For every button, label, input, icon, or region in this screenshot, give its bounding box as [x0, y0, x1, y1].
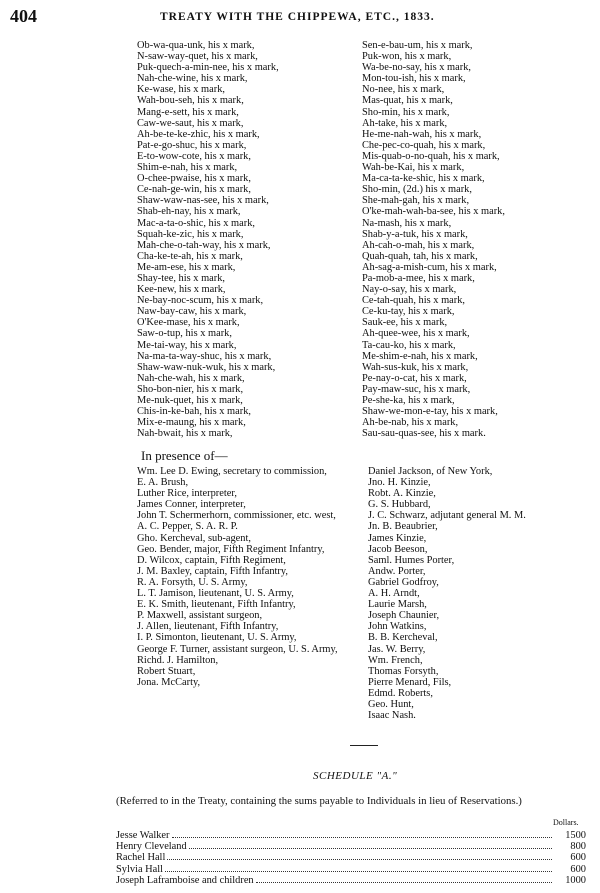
signatory-entry: Ah-cah-o-mah, his x mark, — [362, 239, 475, 251]
signatory-entry: Wah-bou-seh, his x mark, — [137, 95, 244, 107]
signatory-entry: Saw-o-tup, his x mark, — [137, 328, 232, 340]
witness-entry: Saml. Humes Porter, — [368, 554, 455, 566]
signatory-entry: Shaw-waw-nas-see, his x mark, — [137, 195, 269, 207]
signatory-entry: Nay-o-say, his x mark, — [362, 284, 457, 296]
witness-entry: Gabriel Godfroy, — [368, 576, 439, 588]
witness-entry: J. C. Schwarz, adjutant general M. M. — [368, 510, 526, 522]
signatory-entry: Mang-e-sett, his x mark, — [137, 106, 239, 118]
witness-entry: Richd. J. Hamilton, — [137, 654, 219, 666]
witness-entry: John Watkins, — [368, 621, 427, 633]
witness-entry: Robert Stuart, — [137, 665, 196, 677]
signatory-entry: Che-pec-co-quah, his x mark, — [362, 139, 486, 151]
signatory-entry: O-chee-pwaise, his x mark, — [137, 173, 251, 185]
signatory-entry: Puk-won, his x mark, — [362, 51, 452, 63]
signatory-entry: Pay-maw-suc, his x mark, — [362, 383, 471, 395]
signatory-entry: Sen-e-bau-um, his x mark, — [362, 40, 473, 51]
signatory-entry: O'Kee-mase, his x mark, — [137, 317, 240, 329]
witness-list-right — [368, 466, 526, 721]
signatory-entry: Mis-quab-o-no-quah, his x mark, — [362, 150, 500, 162]
dot-leader — [172, 830, 552, 838]
signatory-entry: He-me-nah-wah, his x mark, — [362, 128, 482, 140]
signatory-entry: Me-nuk-quet, his x mark, — [137, 395, 243, 406]
witness-entry: Wm. French, — [368, 654, 423, 666]
signatory-entry: Nah-che-wine, his x mark, — [137, 73, 248, 85]
signatory-entry: Shim-e-nah, his x mark, — [137, 162, 238, 174]
witness-list-left — [137, 466, 361, 688]
signatory-entry: Ne-bay-noc-scum, his x mark, — [137, 295, 264, 307]
signatory-entry: Sho-min, his x mark, — [362, 106, 450, 118]
schedule-row — [116, 852, 586, 863]
witness-entry: B. B. Kercheval, — [368, 632, 438, 644]
signatory-entry: Chis-in-ke-bah, his x mark, — [137, 406, 251, 418]
dot-leader — [256, 875, 552, 883]
witness-entry: Jn. B. Beaubrier, — [368, 521, 438, 533]
signatory-entry: Pe-nay-o-cat, his x mark, — [362, 372, 467, 384]
signatory-entry: Squah-ke-zic, his x mark, — [137, 228, 244, 240]
dot-leader — [165, 864, 552, 872]
witness-entry: James Conner, interpreter, — [137, 499, 246, 511]
signatory-entry: Ta-cau-ko, his x mark, — [362, 339, 456, 351]
signatory-entry: Cha-ke-te-ah, his x mark, — [137, 250, 243, 262]
signatory-entry: Sho-bon-nier, his x mark, — [137, 383, 244, 395]
signatory-entry: O'ke-mah-wah-ba-see, his x mark, — [362, 206, 505, 218]
signatory-list-right — [362, 40, 505, 439]
payee-name: Henry Cleveland — [116, 841, 187, 853]
payee-name: Sylvia Hall — [116, 863, 164, 875]
signatory-entry: Mah-che-o-tah-way, his x mark, — [137, 239, 271, 251]
witness-entry: Wm. Lee D. Ewing, secretary to commission, — [137, 466, 327, 477]
signatory-list-left — [137, 40, 279, 439]
signatory-entry: Ce-nah-ge-win, his x mark, — [137, 184, 251, 196]
payee-name: Rachel Hall — [116, 852, 166, 864]
signatory-entry: Ah-quee-wee, his x mark, — [362, 328, 470, 340]
running-title: TREATY WITH THE CHIPPEWA, ETC., 1833. — [160, 11, 435, 23]
witness-entry: I. P. Simonton, lieutenant, U. S. Army, — [137, 632, 297, 644]
dot-leader — [189, 841, 552, 849]
signatory-entry: Me-am-ese, his x mark, — [137, 261, 236, 273]
signatory-entry: Shay-tee, his x mark, — [137, 272, 226, 284]
witness-entry: Gho. Kercheval, sub-agent, — [137, 532, 251, 544]
dollars-column-header: Dollars. — [553, 818, 579, 827]
schedule-intro: (Referred to in the Treaty, containing the sums payable to Individuals in lieu of Reservations.) — [116, 795, 522, 807]
witness-entry: Robt. A. Kinzie, — [368, 488, 436, 500]
witness-entry: E. A. Brush, — [137, 477, 189, 489]
witness-entry: E. K. Smith, lieutenant, Fifth Infantry, — [137, 599, 296, 611]
payee-name: Joseph Laframboise and children — [116, 874, 254, 886]
witness-entry: Geo. Hunt, — [368, 698, 414, 710]
signatory-entry: Na-mash, his x mark, — [362, 217, 452, 229]
signatory-entry: Ke-wase, his x mark, — [137, 84, 226, 96]
signatory-entry: Mix-e-maung, his x mark, — [137, 417, 246, 429]
schedule-row — [116, 864, 586, 875]
witness-entry: Jacob Beeson, — [368, 543, 428, 555]
page-number: 404 — [10, 6, 37, 26]
witness-entry: J. M. Baxley, captain, Fifth Infantry, — [137, 565, 289, 577]
signatory-entry: Nah-bwait, his x mark, — [137, 428, 233, 440]
signatory-entry: Shaw-we-mon-e-tay, his x mark, — [362, 406, 498, 418]
witness-entry: Jno. H. Kinzie, — [368, 477, 431, 489]
signatory-entry: Ob-wa-qua-unk, his x mark, — [137, 40, 255, 51]
signatory-entry: Me-shim-e-nah, his x mark, — [362, 350, 478, 362]
witness-entry: Isaac Nash. — [368, 710, 416, 722]
schedule-row — [116, 841, 586, 852]
schedule-row — [116, 830, 586, 841]
signatory-entry: Pa-mob-a-mee, his x mark, — [362, 272, 475, 284]
witness-entry: R. A. Forsyth, U. S. Army, — [137, 576, 248, 588]
payment-amount: 800 — [570, 841, 586, 853]
witness-entry: Laurie Marsh, — [368, 599, 427, 611]
witness-entry: James Kinzie, — [368, 532, 427, 544]
signatory-entry: Kee-new, his x mark, — [137, 284, 226, 296]
witness-entry: John T. Schermerhorn, commissioner, etc. west, — [137, 510, 336, 522]
section-divider — [350, 745, 378, 746]
signatory-entry: Caw-we-saut, his x mark, — [137, 117, 244, 129]
witness-entry: J. Allen, lieutenant, Fifth Infantry, — [137, 621, 279, 633]
schedule-title: SCHEDULE "A." — [313, 770, 398, 782]
signatory-entry: Wah-sus-kuk, his x mark, — [362, 361, 469, 373]
witness-entry: Edmd. Roberts, — [368, 687, 433, 699]
signatory-entry: E-to-wow-cote, his x mark, — [137, 150, 251, 162]
payment-amount: 600 — [570, 863, 586, 875]
dot-leader — [167, 852, 552, 860]
signatory-entry: Sho-min, (2d.) his x mark, — [362, 184, 472, 196]
signatory-entry: Quah-quah, tah, his x mark, — [362, 250, 478, 262]
presence-heading: In presence of— — [141, 448, 228, 463]
signatory-entry: Ah-take, his x mark, — [362, 117, 448, 129]
witness-entry: Pierre Menard, Fils, — [368, 676, 452, 688]
payment-amount: 600 — [570, 852, 586, 864]
signatory-entry: Pe-she-ka, his x mark, — [362, 395, 455, 406]
witness-entry: Andw. Porter, — [368, 565, 426, 577]
witness-entry: Joseph Chaunier, — [368, 610, 440, 622]
signatory-entry: Ce-tah-quah, his x mark, — [362, 295, 466, 307]
signatory-entry: Wa-be-no-say, his x mark, — [362, 62, 471, 74]
signatory-entry: Ma-ca-ta-ke-shic, his x mark, — [362, 173, 485, 185]
signatory-entry: Shab-eh-nay, his x mark, — [137, 206, 241, 218]
signatory-entry: Shab-y-a-tuk, his x mark, — [362, 228, 468, 240]
signatory-entry: Pat-e-go-shuc, his x mark, — [137, 139, 247, 151]
signatory-entry: Wah-be-Kai, his x mark, — [362, 162, 465, 174]
witness-entry: Thomas Forsyth, — [368, 665, 439, 677]
witness-entry: Jona. McCarty, — [137, 676, 201, 688]
witness-entry: George F. Turner, assistant surgeon, U. S. Army, — [137, 643, 338, 655]
signatory-entry: Mon-tou-ish, his x mark, — [362, 73, 466, 85]
payment-amount: 1500 — [565, 830, 586, 841]
payment-amount: 1000 — [565, 874, 586, 886]
signatory-entry: Nah-che-wah, his x mark, — [137, 372, 245, 384]
witness-entry: A. C. Pepper, S. A. R. P. — [137, 521, 238, 533]
signatory-entry: She-mah-gah, his x mark, — [362, 195, 470, 207]
signatory-entry: N-saw-way-quet, his x mark, — [137, 51, 258, 63]
witness-entry: Geo. Bender, major, Fifth Regiment Infantry, — [137, 543, 325, 555]
signatory-entry: Shaw-waw-nuk-wuk, his x mark, — [137, 361, 276, 373]
signatory-entry: Puk-quech-a-min-nee, his x mark, — [137, 62, 279, 74]
signatory-entry: Ah-be-te-ke-zhic, his x mark, — [137, 128, 260, 140]
signatory-entry: No-nee, his x mark, — [362, 84, 445, 96]
signatory-entry: Sau-sau-quas-see, his x mark. — [362, 428, 486, 440]
signatory-entry: Ce-ku-tay, his x mark, — [362, 306, 455, 318]
schedule-row — [116, 875, 586, 886]
signatory-entry: Naw-bay-caw, his x mark, — [137, 306, 247, 318]
signatory-entry: Sauk-ee, his x mark, — [362, 317, 448, 329]
witness-entry: A. H. Arndt, — [368, 588, 420, 600]
witness-entry: P. Maxwell, assistant surgeon, — [137, 610, 263, 622]
signatory-entry: Na-ma-ta-way-shuc, his x mark, — [137, 350, 272, 362]
signatory-entry: Mas-quat, his x mark, — [362, 95, 453, 107]
witness-entry: D. Wilcox, captain, Fifth Regiment, — [137, 554, 286, 566]
payee-name: Jesse Walker — [116, 830, 170, 841]
witness-entry: Luther Rice, interpreter, — [137, 488, 237, 500]
signatory-entry: Ah-be-nab, his x mark, — [362, 417, 459, 429]
witness-entry: Daniel Jackson, of New York, — [368, 466, 493, 477]
signatory-entry: Mac-a-ta-o-shic, his x mark, — [137, 217, 256, 229]
signatory-entry: Ah-sag-a-mish-cum, his x mark, — [362, 261, 497, 273]
signatory-entry: Me-tai-way, his x mark, — [137, 339, 237, 351]
witness-entry: Jas. W. Berry, — [368, 643, 426, 655]
witness-entry: L. T. Jamison, lieutenant, U. S. Army, — [137, 588, 294, 600]
witness-entry: G. S. Hubbard, — [368, 499, 431, 511]
